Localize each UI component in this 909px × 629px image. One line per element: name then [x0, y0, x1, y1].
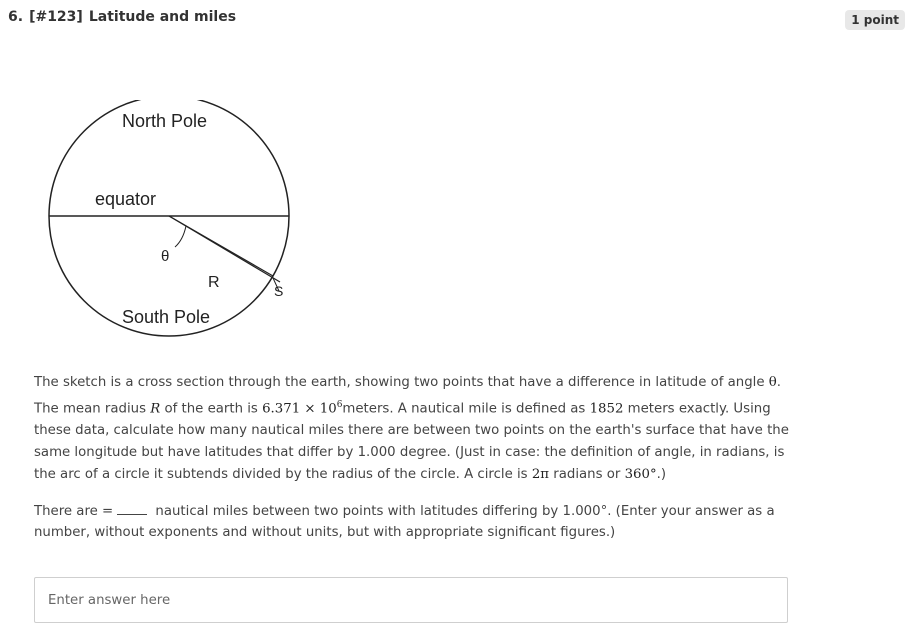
radius-label: R [208, 274, 220, 291]
radius-line-2 [169, 216, 280, 282]
problem-text-7: .) [656, 467, 667, 483]
theta-label: θ [161, 248, 170, 265]
answer-input[interactable] [34, 577, 788, 623]
problem-text-4: meters. A nautical mile is defined as [342, 401, 590, 417]
problem-text-1: The sketch is a cross section through the earth, showing two points that have a difference in latitude of angle [34, 375, 769, 390]
theta-arc [175, 226, 186, 247]
arc-label: S [274, 283, 284, 299]
earth-cross-section-diagram [44, 100, 304, 350]
earth-circle [49, 100, 289, 336]
problem-text-6: radians or [549, 467, 625, 483]
question-number: 6. [8, 9, 24, 25]
radius-symbol: R [150, 401, 161, 417]
problem-text-5: meters exactly. Using these data, calculate how many nautical miles there are between two points on the earth's surface that have the same longitude but have latitudes that differ by 1.000 degree. (Just in case: the definition of angle, in radians, is the arc of a circle it subtends divided by the radius of the circle. A circle is [34, 401, 789, 483]
nautical-mile-value: 1852 [589, 401, 624, 417]
problem-statement [34, 372, 804, 486]
south-pole-label: South Pole [122, 307, 211, 327]
north-pole-label: North Pole [122, 111, 208, 131]
problem-text-2: . The mean radius [34, 375, 782, 417]
question-header [8, 9, 242, 25]
question-id: [#123] [29, 9, 83, 25]
question-title: Latitude and miles [88, 9, 237, 25]
answer-blank [117, 502, 147, 515]
equator-label: equator [95, 189, 157, 209]
degrees-360-value: 360° [624, 467, 657, 483]
two-pi-value: 2π [531, 467, 550, 483]
theta-symbol: θ [768, 375, 777, 390]
answer-prompt [34, 501, 794, 543]
problem-text-3: of the earth is [160, 401, 263, 417]
radius-exponent: 6 [336, 400, 343, 410]
prompt-text-after: nautical miles between two points with latitudes differing by 1.000°. (Enter your answer as a number, without exponents and without units, but with appropriate significant figures.) [34, 504, 775, 540]
prompt-text-before: There are = [34, 504, 114, 519]
points-badge: 1 point [845, 10, 905, 30]
radius-value: 6.371 × 10 [262, 401, 337, 417]
